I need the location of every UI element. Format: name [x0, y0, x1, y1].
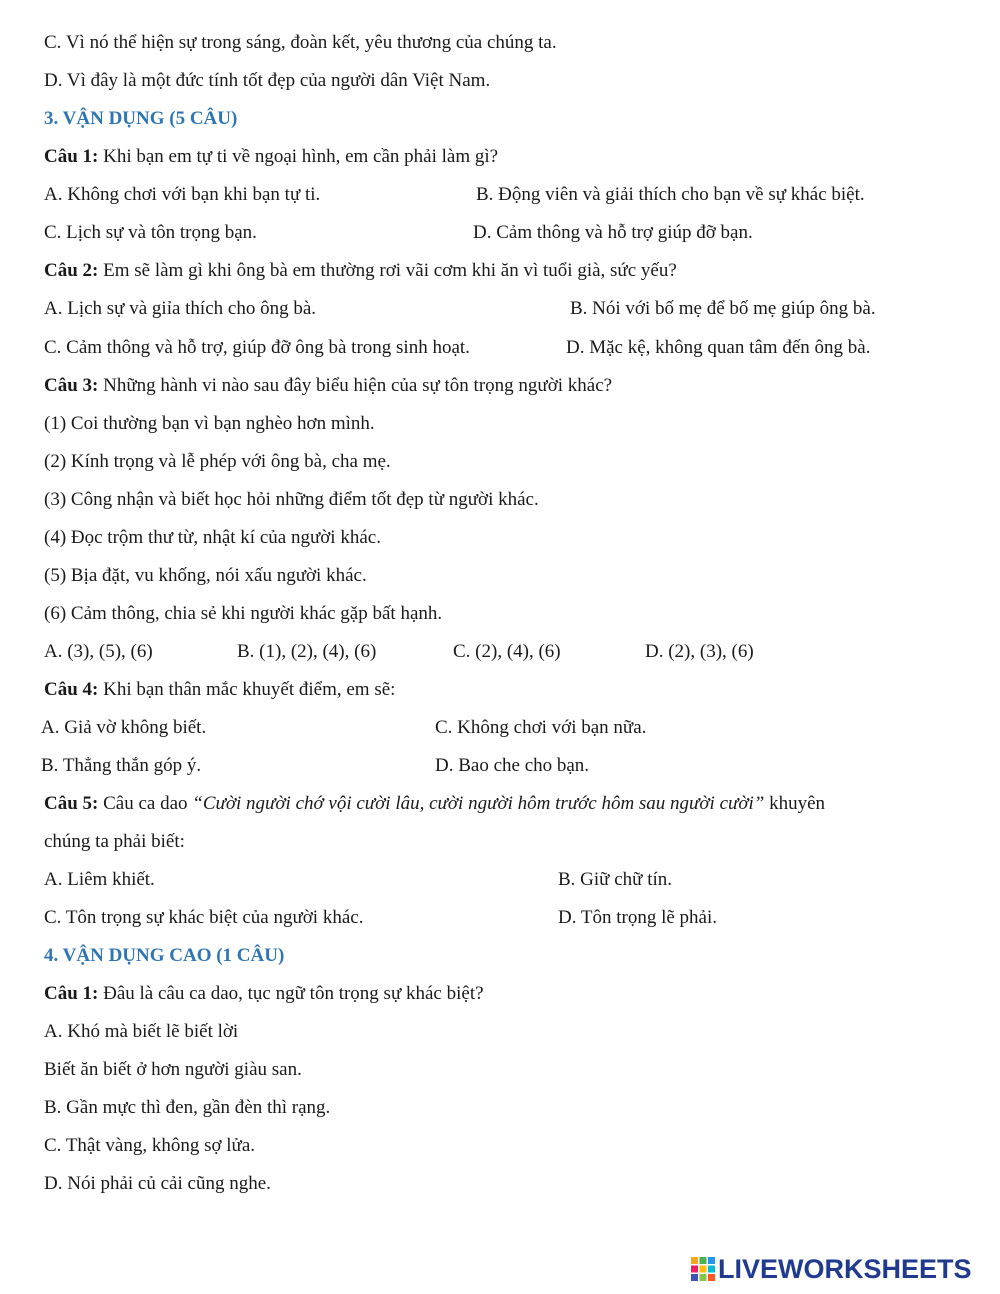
- option-d: D. Bao che cho bạn.: [435, 755, 590, 776]
- option-b: B. Động viên và giải thích cho bạn về sự khác biệt.: [476, 184, 865, 205]
- question: [44, 982, 484, 1006]
- option-c: C. Tôn trọng sự khác biệt của người khác.: [44, 907, 364, 928]
- option-c: C. Cảm thông và hỗ trợ, giúp đỡ ông bà trong sinh hoạt.: [44, 337, 470, 358]
- question-label: Câu 1:: [44, 146, 99, 167]
- question-text: chúng ta phải biết:: [44, 831, 185, 852]
- option-a: A. Liêm khiết.: [44, 869, 155, 890]
- section-title: 4. VẬN DỤNG CAO (1 CÂU): [44, 945, 285, 966]
- option-a: A. (3), (5), (6): [44, 641, 153, 662]
- question-text: Khi bạn em tự ti về ngoại hình, em cần phải làm gì?: [98, 146, 499, 167]
- option-d: D. Cảm thông và hỗ trợ giúp đỡ bạn.: [473, 222, 753, 243]
- question-label: Câu 2:: [44, 260, 99, 281]
- question-text: Những hành vi nào sau đây biểu hiện của sự tôn trọng người khác?: [98, 375, 613, 396]
- liveworksheets-logo: [690, 1252, 972, 1286]
- option-a: A. Không chơi với bạn khi bạn tự ti.: [44, 184, 321, 205]
- list-item: (4) Đọc trộm thư từ, nhật kí của người khác.: [44, 527, 381, 548]
- logo-blocks-icon: [690, 1256, 716, 1282]
- option-d: D. Vì đây là một đức tính tốt đẹp của người dân Việt Nam.: [44, 70, 491, 91]
- list-item: (2) Kính trọng và lễ phép với ông bà, cha mẹ.: [44, 451, 391, 472]
- option-c: C. Vì nó thể hiện sự trong sáng, đoàn kết, yêu thương của chúng ta.: [44, 32, 557, 53]
- option-b: B. Nói với bố mẹ để bố mẹ giúp ông bà.: [570, 298, 876, 319]
- question-label: Câu 3:: [44, 375, 99, 396]
- option-b: B. Giữ chữ tín.: [558, 869, 673, 890]
- question-label: Câu 4:: [44, 679, 99, 700]
- option-b: B. (1), (2), (4), (6): [237, 641, 377, 662]
- question-text: Khi bạn thân mắc khuyết điểm, em sẽ:: [98, 679, 396, 700]
- section-title: 3. VẬN DỤNG (5 CÂU): [44, 108, 238, 129]
- question: [44, 792, 825, 816]
- logo-text: LIVEWORKSHEETS: [718, 1253, 972, 1284]
- quote-text: “Cười người chớ vội cười lâu, cười người hôm trước hôm sau người cười”: [192, 793, 765, 814]
- list-item: (5) Bịa đặt, vu khống, nói xấu người khác.: [44, 565, 367, 586]
- option-b: B. Gần mực thì đen, gần đèn thì rạng.: [44, 1097, 331, 1118]
- option-c: C. Không chơi với bạn nữa.: [435, 717, 647, 738]
- list-item: (1) Coi thường bạn vì bạn nghèo hơn mình.: [44, 413, 375, 434]
- option-a: A. Lịch sự và giỉa thích cho ông bà.: [44, 298, 317, 319]
- option-d: D. Nói phải củ cải cũng nghe.: [44, 1173, 271, 1194]
- question: [44, 145, 498, 169]
- question-text: Câu ca dao: [98, 793, 193, 814]
- question-label: Câu 1:: [44, 983, 99, 1004]
- option-a: A. Khó mà biết lẽ biết lời: [44, 1021, 239, 1042]
- option-b: B. Thẳng thắn góp ý.: [41, 755, 202, 776]
- option-d: D. Tôn trọng lẽ phải.: [558, 907, 718, 928]
- option-d: D. Mặc kệ, không quan tâm đến ông bà.: [566, 337, 871, 358]
- question: [44, 678, 395, 702]
- question-text: Em sẽ làm gì khi ông bà em thường rơi vãi cơm khi ăn vì tuổi già, sức yếu?: [98, 260, 677, 281]
- question: [44, 259, 677, 283]
- option-a-continued: Biết ăn biết ở hơn người giàu san.: [44, 1059, 302, 1080]
- option-c: C. Thật vàng, không sợ lửa.: [44, 1135, 256, 1156]
- option-d: D. (2), (3), (6): [645, 641, 754, 662]
- list-item: (3) Công nhận và biết học hỏi những điểm tốt đẹp từ người khác.: [44, 489, 539, 510]
- question-text: Đâu là câu ca dao, tục ngữ tôn trọng sự khác biệt?: [98, 983, 484, 1004]
- question-text: khuyên: [764, 793, 826, 814]
- option-c: C. (2), (4), (6): [453, 641, 561, 662]
- option-c: C. Lịch sự và tôn trọng bạn.: [44, 222, 257, 243]
- list-item: (6) Cảm thông, chia sẻ khi người khác gặp bất hạnh.: [44, 603, 443, 624]
- option-a: A. Giả vờ không biết.: [41, 717, 207, 738]
- question: [44, 374, 612, 398]
- question-label: Câu 5:: [44, 793, 99, 814]
